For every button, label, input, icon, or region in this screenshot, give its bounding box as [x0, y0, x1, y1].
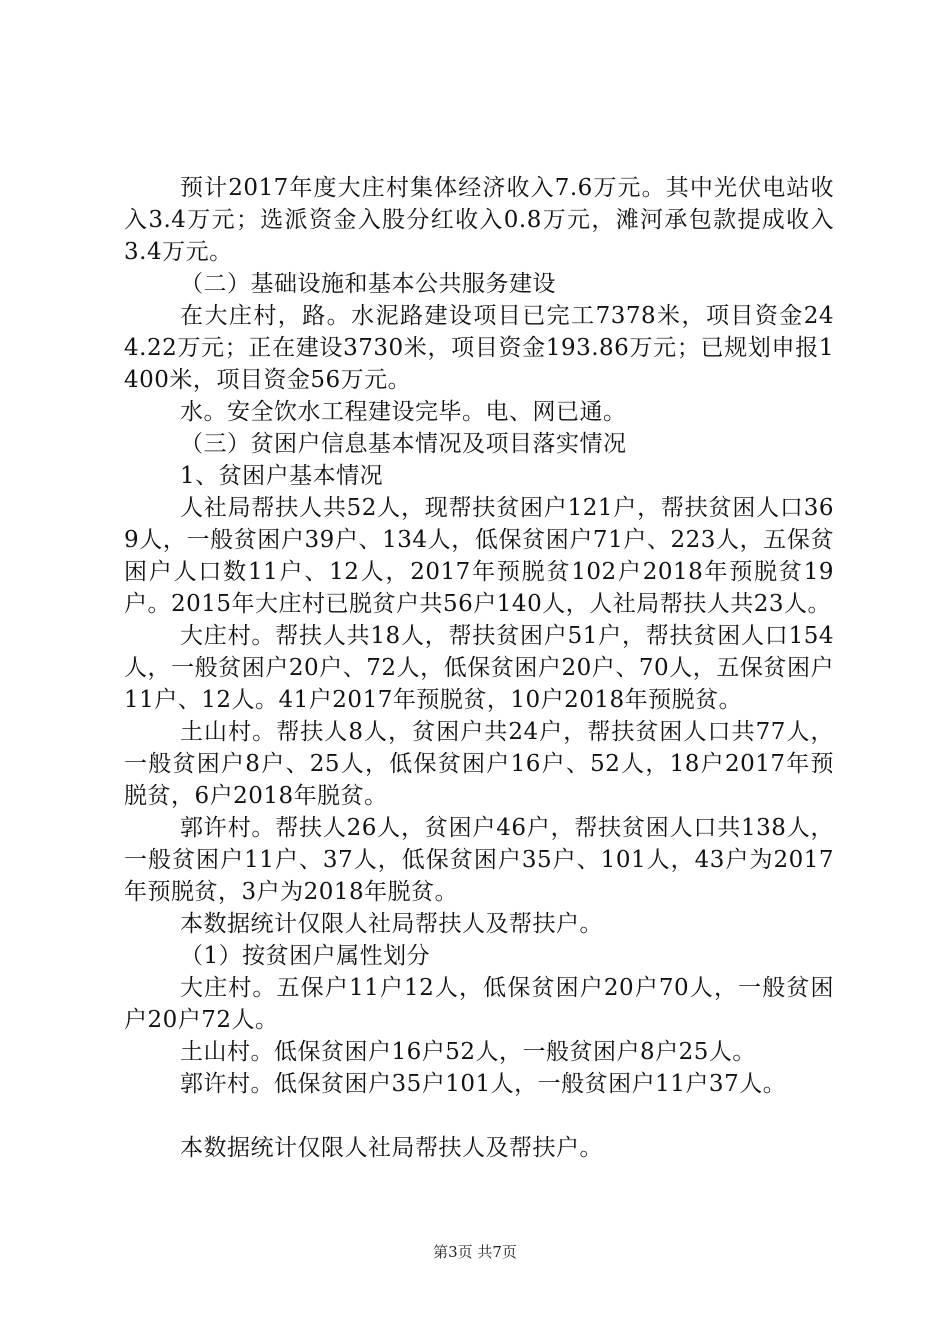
paragraph-guoxu-village: 郭许村。帮扶人26人，贫困户46户，帮扶贫困人口共138人，一般贫困户11户、37人，低保贫困户35户、101人，43户为2017年预脱贫，3户为2018年脱贫。: [124, 815, 834, 905]
subheading-basic-situation: 1、贫困户基本情况: [180, 463, 384, 489]
page-footer: 第3页 共7页: [433, 1243, 517, 1261]
paragraph-guoxu-attributes: 郭许村。低保贫困户35户101人，一般贫困户11户37人。: [180, 1071, 787, 1097]
subheading-by-attribute: （1）按贫困户属性划分: [180, 943, 431, 969]
document-body: [124, 172, 834, 1164]
paragraph-dazhuang-village: 大庄村。帮扶人共18人，帮扶贫困户51户，帮扶贫困人口154人，一般贫困户20户、72人，低保贫困户20户、70人，五保贫困户11户、12人。41户2017年预脱贫，10户2018年预脱贫。: [124, 623, 834, 713]
paragraph-data-note-repeat: 本数据统计仅限人社局帮扶人及帮扶户。: [180, 1135, 603, 1161]
paragraph-dazhuang-attributes: 大庄村。五保户11户12人，低保贫困户20户70人，一般贫困户20户72人。: [124, 975, 834, 1033]
paragraph-tushan-village: 土山村。帮扶人8人，贫困户共24户，帮扶贫困人口共77人，一般贫困户8户、25人，低保贫困户16户、52人，18户2017年预脱贫，6户2018年脱贫。: [124, 719, 834, 809]
paragraph-collective-income: 预计2017年度大庄村集体经济收入7.6万元。其中光伏电站收入3.4万元；选派资金入股分红收入0.8万元，滩河承包款提成收入3.4万元。: [124, 175, 834, 265]
blank-line: [124, 1100, 834, 1132]
paragraph-water-power: 水。安全饮水工程建设完毕。电、网已通。: [180, 399, 627, 425]
paragraph-data-note: 本数据统计仅限人社局帮扶人及帮扶户。: [180, 911, 603, 937]
paragraph-overall-summary: 人社局帮扶人共52人，现帮扶贫困户121户，帮扶贫困人口369人，一般贫困户39户、134人，低保贫困户71户、223人，五保贫困户人口数11户、12人，2017年预脱贫102户2018年预脱贫19户。2015年大庄村已脱贫户共56户140人，人社局帮扶人共23人。: [124, 495, 834, 617]
paragraph-roads: 在大庄村，路。水泥路建设项目已完工7378米，项目资金244.22万元；正在建设3730米，项目资金193.86万元；已规划申报1400米，项目资金56万元。: [124, 303, 834, 393]
heading-infrastructure: （二）基础设施和基本公共服务建设: [180, 271, 556, 297]
paragraph-tushan-attributes: 土山村。低保贫困户16户52人，一般贫困户8户25人。: [180, 1039, 756, 1065]
heading-poor-households: （三）贫困户信息基本情况及项目落实情况: [180, 431, 627, 457]
